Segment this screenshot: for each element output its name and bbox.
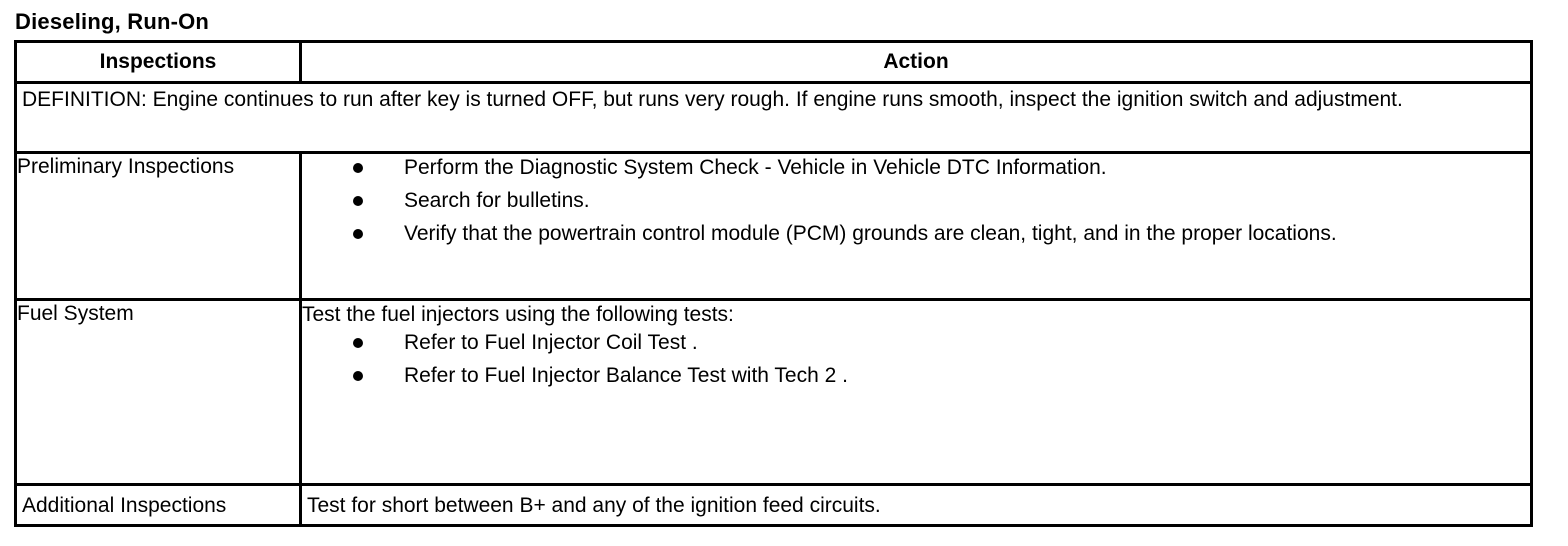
table-row-fuel-system	[16, 300, 1532, 485]
table-row-additional	[16, 485, 1532, 526]
diagnostic-table	[14, 40, 1533, 527]
list-item-text: Search for bulletins.	[404, 189, 590, 212]
list-item-text: Refer to Fuel Injector Balance Test with Tech 2 .	[404, 364, 848, 387]
action-bullet-list	[302, 329, 1530, 395]
inspection-cell: Additional Inspections	[16, 485, 301, 526]
inspections-column-header: Inspections	[16, 42, 301, 83]
list-item-text: Perform the Diagnostic System Check - Vehicle in Vehicle DTC Information.	[404, 156, 1107, 179]
inspection-cell: Fuel System	[16, 300, 301, 485]
bullet-icon	[353, 338, 363, 348]
action-cell: Test for short between B+ and any of the ignition feed circuits.	[301, 485, 1532, 526]
list-item	[302, 154, 1530, 187]
list-item	[302, 329, 1530, 362]
list-item-text: Refer to Fuel Injector Coil Test .	[404, 331, 698, 354]
definition-row	[16, 83, 1532, 153]
page-title: Dieseling, Run-On	[15, 9, 210, 34]
bullet-icon	[353, 229, 363, 239]
action-bullet-list	[302, 154, 1530, 253]
action-column-header: Action	[301, 42, 1532, 83]
inspection-cell: Preliminary Inspections	[16, 153, 301, 300]
table-row-preliminary	[16, 153, 1532, 300]
bullet-icon	[353, 163, 363, 173]
list-item	[302, 220, 1530, 253]
bullet-icon	[353, 196, 363, 206]
action-intro-text: Test the fuel injectors using the following tests:	[302, 303, 734, 326]
list-item	[302, 187, 1530, 220]
list-item-text: Verify that the powertrain control module (PCM) grounds are clean, tight, and in the proper locations.	[404, 222, 1337, 245]
table-header-row	[16, 42, 1532, 83]
action-cell	[301, 153, 1532, 300]
definition-text: DEFINITION: Engine continues to run after key is turned OFF, but runs very rough. If engine runs smooth, inspect the ignition switch and adjustment.	[16, 83, 1532, 153]
bullet-icon	[353, 371, 363, 381]
list-item	[302, 362, 1530, 395]
action-cell	[301, 300, 1532, 485]
